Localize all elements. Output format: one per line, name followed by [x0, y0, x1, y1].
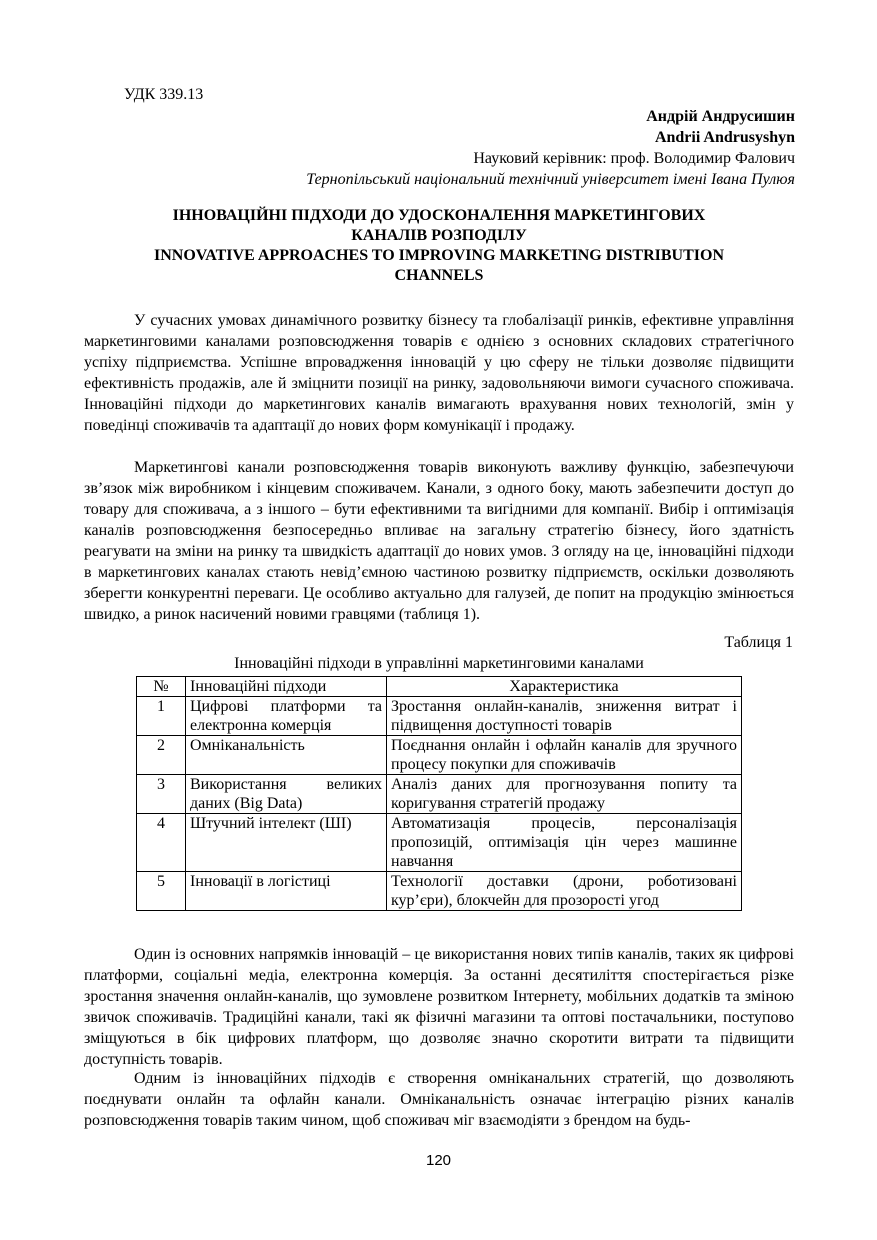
- table-title: Інноваційні підходи в управлінні маркетинговими каналами: [234, 655, 644, 672]
- paragraph-channels: Маркетингові канали розповсюдження товарів виконують важливу функцію, забезпечуючи зв’язок між виробником і кінцевим споживачем. Канали, з одного боку, мають забезпечити доступ до товару для споживача, а з іншого – бути ефективними та вигідними для компанії. Вибір і оптимізація каналів розповсюдження безпосередньо впливає на загальну стратегію бізнесу, його здатність реагувати на зміни на ринку та швидкість адаптації до нових умов. З огляду на це, інноваційні підходи в маркетингових каналах стають невід’ємною частиною розвитку підприємств, оскільки дозволяють зберегти конкурентні переваги. Це особливо актуально для галузей, де попит на продукцію змінюється швидко, а ринок насичений новими гравцями (таблиця 1).: [84, 459, 794, 623]
- table-header-characteristics: Характеристика: [387, 677, 742, 697]
- table-row: [137, 697, 742, 736]
- table-cell-characteristic: Аналіз даних для прогнозування попиту та коригування стратегій продажу: [387, 775, 742, 814]
- author-block: [306, 106, 795, 190]
- table-header-number: №: [137, 677, 186, 697]
- innovations-table: [136, 676, 742, 911]
- table-row: [137, 775, 742, 814]
- table-cell-number: 3: [137, 775, 186, 814]
- author-name-en: Andrii Andrusyshyn: [654, 129, 795, 146]
- table-cell-number: 2: [137, 736, 186, 775]
- table-cell-approach: Штучний інтелект (ШІ): [186, 814, 387, 872]
- table-cell-approach: Використання великих даних (Big Data): [186, 775, 387, 814]
- table-cell-characteristic: Технології доставки (дрони, роботизовані кур’єри), блокчейн для прозорості угод: [387, 872, 742, 911]
- table-header-approaches: Інноваційні підходи: [186, 677, 387, 697]
- supervisor: Науковий керівник: проф. Володимир Фалович: [473, 150, 795, 167]
- table-row: [137, 872, 742, 911]
- table-cell-characteristic: Автоматизація процесів, персоналізація пропозицій, оптимізація цін через машинне навчання: [387, 814, 742, 872]
- table-cell-approach: Омніканальність: [186, 736, 387, 775]
- table-row: [137, 814, 742, 872]
- table-cell-number: 5: [137, 872, 186, 911]
- table-cell-characteristic: Зростання онлайн-каналів, зниження витрат і підвищення доступності товарів: [387, 697, 742, 736]
- table-cell-approach: Цифрові платформи та електронна комерція: [186, 697, 387, 736]
- table-cell-number: 1: [137, 697, 186, 736]
- title-en: INNOVATIVE APPROACHES TO IMPROVING MARKETING DISTRIBUTION CHANNELS: [153, 247, 724, 284]
- title-ua: ІННОВАЦІЙНІ ПІДХОДИ ДО УДОСКОНАЛЕННЯ МАРКЕТИНГОВИХ КАНАЛІВ РОЗПОДІЛУ: [172, 207, 706, 244]
- author-name-ua: Андрій Андрусишин: [646, 108, 795, 125]
- table-header-row: [137, 677, 742, 697]
- paragraph-new-channels: Один із основних напрямків інновацій – це використання нових типів каналів, таких як цифрові платформи, соціальні медіа, електронна комерція. За останні десятиліття спостерігається різке зростання значення онлайн-каналів, що зумовлене розвитком Інтернету, мобільних додатків та зміною звичок споживачів. Традиційні канали, такі як фізичні магазини та оптові постачальники, поступово зміщуються в бік цифрових платформ, що дозволяє значно скоротити витрати та підвищити доступність товарів.: [84, 946, 794, 1068]
- affiliation: Тернопільський національний технічний університет імені Івана Пулюя: [306, 171, 795, 188]
- table-label: Таблиця 1: [724, 634, 793, 651]
- table-row: [137, 736, 742, 775]
- table-cell-number: 4: [137, 814, 186, 872]
- table-cell-characteristic: Поєднання онлайн і офлайн каналів для зручного процесу покупки для споживачів: [387, 736, 742, 775]
- page-number: 120: [425, 1152, 452, 1169]
- paper-title: [84, 206, 794, 286]
- paragraph-intro: У сучасних умовах динамічного розвитку бізнесу та глобалізації ринків, ефективне управління маркетинговими каналами розповсюдження товарів є однією з основних складових стратегічного успіху підприємства. Успішне впровадження інновацій у цю сферу не тільки дозволяє підвищити ефективність продажів, але й зміцнити позиції на ринку, задовольняючи вимоги сучасного споживача. Інноваційні підходи до маркетингових каналів вимагають врахування нових технологій, змін у поведінці споживачів та адаптації до нових форм комунікації і продажу.: [84, 312, 794, 434]
- paragraph-omnichannel: Одним із інноваційних підходів є створення омніканальних стратегій, що дозволяють поєднувати онлайн та офлайн канали. Омніканальність означає інтеграцію різних каналів розповсюдження товарів таким чином, щоб споживач міг взаємодіяти з брендом на будь-: [84, 1070, 794, 1129]
- udk-code: УДК 339.13: [124, 86, 204, 103]
- table-cell-approach: Інновації в логістиці: [186, 872, 387, 911]
